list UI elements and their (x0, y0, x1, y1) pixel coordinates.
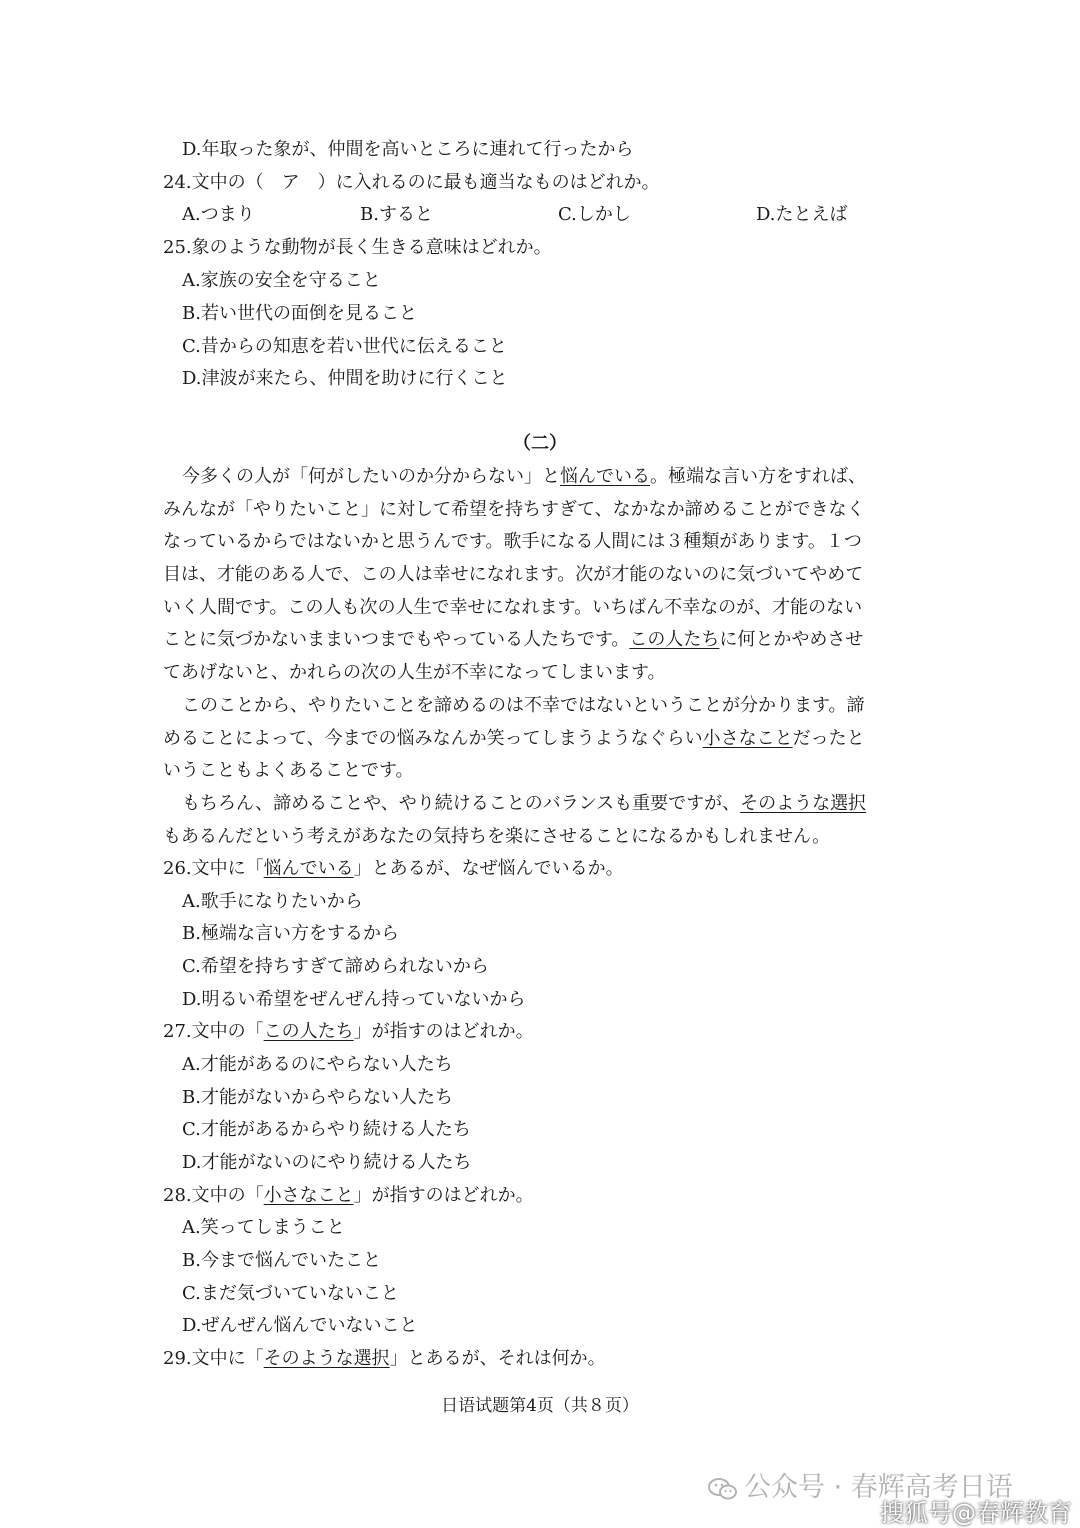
q26-option-a: A.歌手になりたいから (182, 891, 363, 912)
q27-stem (163, 1020, 534, 1044)
passage-line: いうこともよくあることです。 (163, 760, 414, 781)
q24-options (182, 203, 942, 227)
passage-line (163, 628, 863, 652)
passage-line: てあげないと、かれらの次の人生が不幸になってしまいます。 (163, 662, 666, 683)
q25-option-b: B.若い世代の面倒を見ること (182, 303, 417, 324)
stem-text: 27.文中の「 (163, 1021, 264, 1042)
stem-text: 」が指すのはどれか。 (353, 1185, 534, 1206)
q28-option-a: A.笑ってしまうこと (182, 1217, 345, 1238)
q27-option-a: A.才能があるのにやらない人たち (182, 1054, 453, 1075)
q24-option-a: A.つまり (182, 204, 255, 225)
passage-line (182, 792, 866, 816)
stem-text: 29.文中に「 (163, 1348, 264, 1369)
stem-text: 26.文中に「 (163, 858, 264, 879)
passage-text: めることによって、今までの悩みなんか笑ってしまうようなぐらい (163, 728, 703, 749)
q26-option-c: C.希望を持ちすぎて諦められないから (182, 956, 489, 977)
passage-text: に何とかやめさせ (719, 629, 864, 650)
watermark-text: 公众号 · 春辉高考日语 (744, 1472, 1013, 1503)
underlined-phrase: 小さなこと (263, 1185, 354, 1206)
passage-line: なっているからではないかと思うんです。歌手になる人間には３種類があります。１つ (163, 531, 862, 552)
q27-option-b: B.才能がないからやらない人たち (182, 1087, 453, 1108)
q25-option-d: D.津波が来たら、仲間を助けに行くこと (182, 368, 508, 389)
passage-line: 目は、才能のある人で、この人は幸せになれます。次が才能のないのに気づいてやめて (163, 564, 864, 585)
underlined-phrase: 悩んでいる (560, 466, 650, 487)
underlined-phrase: そのような選択 (263, 1348, 390, 1369)
q26-option-b: B.極端な言い方をするから (182, 923, 399, 944)
stem-text: 28.文中の「 (163, 1185, 264, 1206)
page-footer: 日语试题第4页（共８页） (441, 1396, 639, 1416)
stem-text: 」とあるが、それは何か。 (389, 1348, 606, 1369)
passage-line (182, 465, 866, 489)
q25-stem: 25.象のような動物が長く生きる意味はどれか。 (163, 237, 552, 258)
q28-option-d: D.ぜんぜん悩んでいないこと (182, 1315, 418, 1336)
stem-text: 」とあるが、なぜ悩んでいるか。 (353, 858, 624, 879)
passage-line: もあるんだという考えがあなたの気持ちを楽にさせることになるかもしれません。 (163, 826, 831, 847)
passage-line (163, 727, 865, 751)
sohu-watermark: 搜狐号@春辉教育 (880, 1499, 1072, 1527)
q26-option-d: D.明るい希望をぜんぜん持っていないから (182, 989, 526, 1010)
q23-option-d: D.年取った象が、仲間を高いところに連れて行ったから (182, 139, 634, 160)
q24-stem: 24.文中の（ ア ）に入れるのに最も適当なものはどれか。 (163, 172, 660, 193)
underlined-phrase: 悩んでいる (263, 858, 354, 879)
q28-stem (163, 1184, 534, 1208)
wechat-icon (708, 1477, 738, 1501)
passage-line: いく人間です。この人も次の人生で幸せになれます。いちばん不幸なのが、才能のない (163, 597, 863, 618)
section-title: （二） (513, 433, 567, 454)
passage-text: ことに気づかないままいつまでもやっている人たちです。 (163, 629, 630, 650)
stem-text: 」が指すのはどれか。 (353, 1021, 534, 1042)
passage-text: もちろん、諦めることや、やり続けることのバランスも重要ですが、 (182, 793, 741, 814)
q28-option-b: B.今まで悩んでいたこと (182, 1250, 381, 1271)
q24-option-d: D.たとえば (756, 204, 848, 225)
underlined-phrase: 小さなこと (702, 728, 793, 749)
passage-line: このことから、やりたいことを諦めるのは不幸ではないということが分かります。諦 (182, 695, 865, 716)
q25-option-a: A.家族の安全を守ること (182, 270, 381, 291)
underlined-phrase: この人たち (263, 1021, 354, 1042)
passage-text: 今多くの人が「何がしたいのか分からない」と (182, 466, 560, 487)
underlined-phrase: この人たち (629, 629, 720, 650)
q25-option-c: C.昔からの知恵を若い世代に伝えること (182, 336, 507, 357)
q27-option-c: C.才能があるからやり続ける人たち (182, 1119, 471, 1140)
q28-option-c: C.まだ気づいていないこと (182, 1283, 399, 1304)
passage-line: みんなが「やりたいこと」に対して希望を持ちすぎて、なかなか諦めることができなく (163, 499, 865, 520)
passage-text: だったと (792, 728, 865, 749)
q27-option-d: D.才能がないのにやり続ける人たち (182, 1152, 472, 1173)
q26-stem (163, 857, 624, 881)
q24-option-c: C.しかし (558, 204, 631, 225)
underlined-phrase: そのような選択 (740, 793, 867, 814)
passage-text: 。極端な言い方をすれば、 (650, 466, 866, 487)
q29-stem (163, 1347, 606, 1371)
q24-option-b: B.すると (360, 204, 433, 225)
